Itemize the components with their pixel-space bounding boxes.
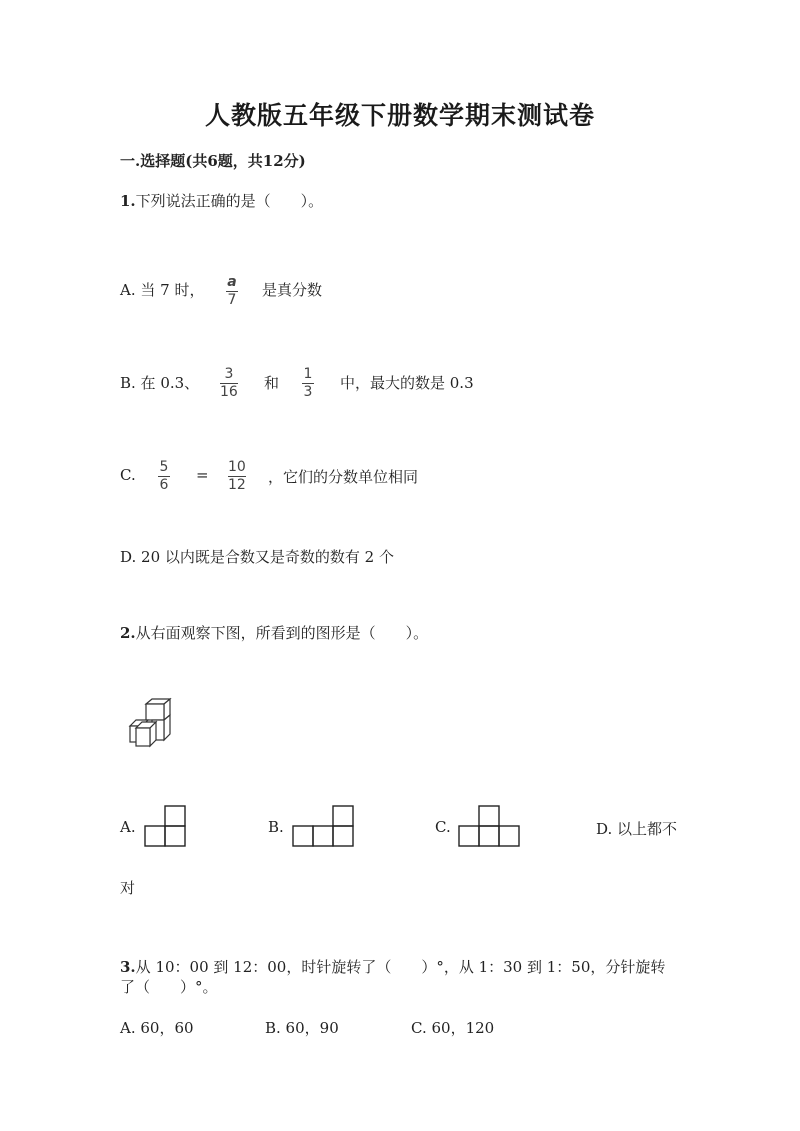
fraction-denominator: 6 xyxy=(159,477,169,493)
q3-option-c: C. 60，120 xyxy=(411,1019,495,1037)
fraction-denominator: 3 xyxy=(303,384,313,400)
question-text: 从 10：00 到 12：00，时针旋转了（ ）°，从 1：30 到 1：50，分针旋转 xyxy=(135,958,666,976)
fraction-numerator: 1 xyxy=(303,366,313,382)
q2-option-d-line2: 对 xyxy=(120,879,136,897)
fraction-numerator: a xyxy=(227,274,237,290)
q1-option-d: D. 20 以内既是合数又是奇数的数有 2 个 xyxy=(120,548,394,566)
equals-sign: = xyxy=(196,466,209,484)
q2-option-a-label: A. xyxy=(120,818,136,836)
question-number: 1. xyxy=(120,192,136,210)
question-3-line2: 了（ ）°。 xyxy=(120,978,218,996)
q2-option-b-label: B. xyxy=(268,818,284,836)
cube-stack-figure xyxy=(126,698,176,748)
q3-option-a: A. 60，60 xyxy=(120,1019,194,1037)
q1-option-a-prefix: A. 当 7 时， xyxy=(120,281,205,299)
q2-option-d-line1: D. 以上都不 xyxy=(596,820,678,838)
q3-option-b: B. 60，90 xyxy=(265,1019,339,1037)
question-1 xyxy=(120,190,323,211)
option-c-figure xyxy=(458,805,520,847)
fraction xyxy=(226,275,238,308)
fraction xyxy=(228,460,246,493)
option-b-figure xyxy=(292,805,354,847)
page-title: 人教版五年级下册数学期末测试卷 xyxy=(204,101,595,130)
fraction-numerator: 10 xyxy=(228,459,246,475)
q1-option-b-suffix: 中，最大的数是 0.3 xyxy=(340,374,474,392)
question-text: 下列说法正确的是（ ）。 xyxy=(135,192,324,210)
fraction xyxy=(302,367,314,400)
fraction-numerator: 3 xyxy=(224,366,234,382)
q1-option-a-suffix: 是真分数 xyxy=(262,281,323,299)
fraction-denominator: 7 xyxy=(227,292,237,308)
question-3 xyxy=(120,956,665,977)
q1-option-c-prefix: C. xyxy=(120,466,136,484)
question-number: 3. xyxy=(120,958,136,976)
fraction-denominator: 12 xyxy=(228,477,246,493)
q1-option-c-suffix: ，它们的分数单位相同 xyxy=(268,468,419,486)
question-text: 从右面观察下图，所看到的图形是（ ）。 xyxy=(135,624,429,642)
fraction xyxy=(158,460,170,493)
q2-option-c-label: C. xyxy=(435,818,451,836)
q1-option-b-prefix: B. 在 0.3、 xyxy=(120,374,200,392)
option-a-figure xyxy=(144,805,186,847)
q1-option-b-mid: 和 xyxy=(264,374,280,392)
question-2 xyxy=(120,622,428,643)
fraction-denominator: 16 xyxy=(220,384,238,400)
section-heading: 一.选择题(共6题，共12分) xyxy=(120,152,306,170)
fraction-numerator: 5 xyxy=(159,459,169,475)
question-number: 2. xyxy=(120,624,136,642)
fraction xyxy=(220,367,238,400)
